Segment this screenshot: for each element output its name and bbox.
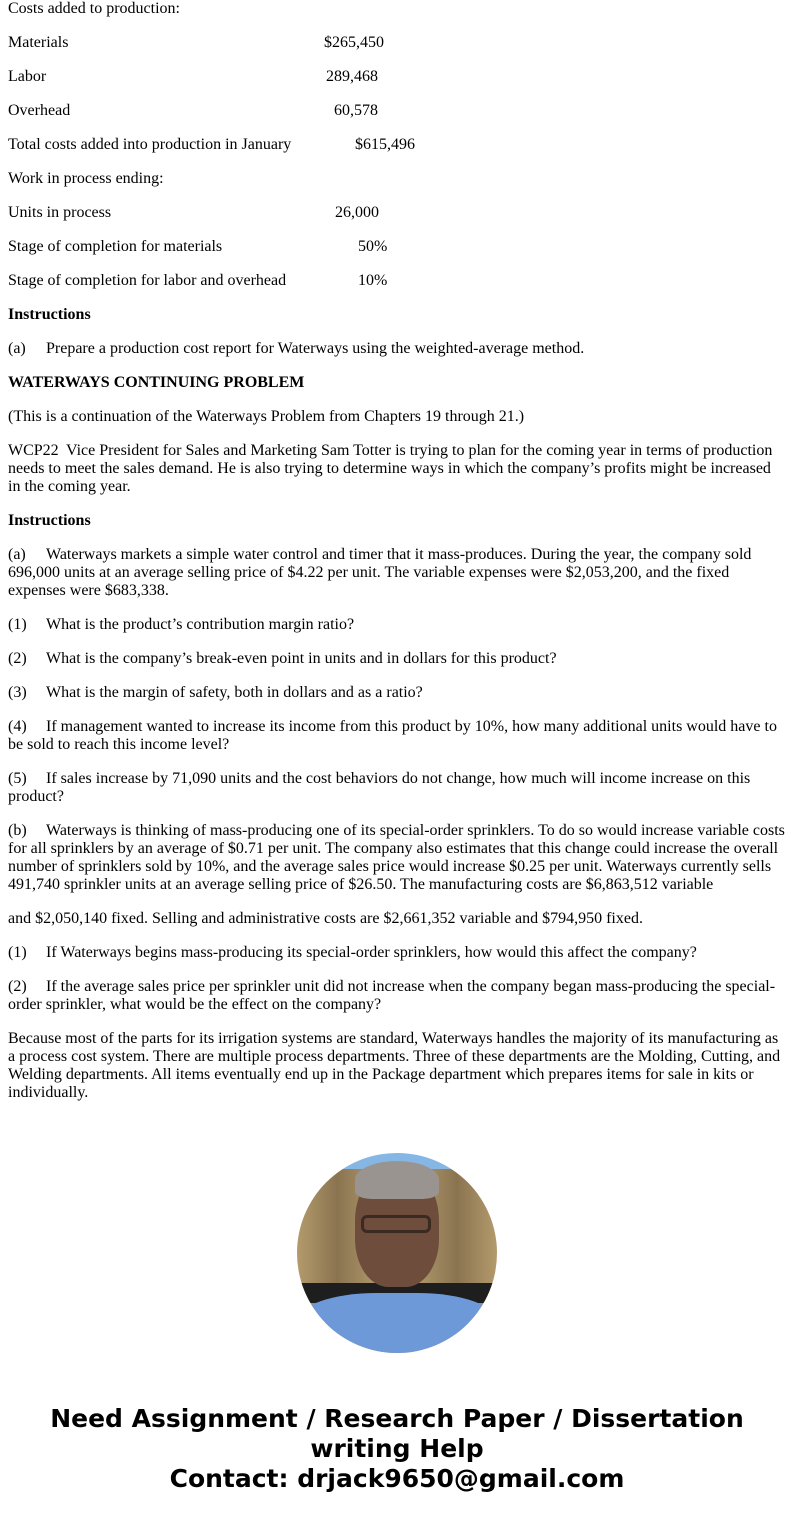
item-text: If Waterways begins mass-producing its special-order sprinklers, how would this affect the company? bbox=[46, 944, 697, 961]
photo-shirt bbox=[297, 1293, 497, 1353]
item-number: (5) bbox=[8, 770, 27, 787]
item-text: If the average sales price per sprinkler unit did not increase when the company began mass-producing the special-order sprinkler, what would be the effect on the company? bbox=[8, 978, 776, 1013]
row-label: Total costs added into production in January bbox=[8, 136, 292, 153]
part-a-cvp bbox=[8, 546, 786, 600]
row-label: Stage of completion for materials bbox=[8, 238, 223, 255]
row-value: $615,496 bbox=[355, 136, 415, 153]
item-number: (b) bbox=[8, 822, 27, 839]
question-a4 bbox=[8, 718, 786, 754]
wcp-heading bbox=[8, 374, 786, 392]
row-value: $265,450 bbox=[324, 34, 384, 51]
photo-hair bbox=[355, 1161, 439, 1199]
item-text: Waterways is thinking of mass-producing one of its special-order sprinklers. To do so would increase variable costs for all sprinklers by an average of $0.71 per unit. The company also estimates that this change could increase the overall number of sprinklers sold by 10%, and the average sales price would increase $0.25 per unit. Waterways currently sells 491,740 sprinkler units at an average selling price of $26.50. The manufacturing costs are $6,863,512 variable bbox=[8, 822, 785, 893]
cost-row-total bbox=[8, 136, 786, 154]
row-value: 10% bbox=[358, 272, 388, 289]
costs-heading: Costs added to production: bbox=[8, 0, 180, 17]
promo-line-1: Need Assignment / Research Paper / Dissertation bbox=[50, 1404, 744, 1433]
item-text: What is the margin of safety, both in dollars and as a ratio? bbox=[46, 684, 423, 701]
instructions-heading-2 bbox=[8, 512, 786, 530]
question-b1 bbox=[8, 944, 786, 962]
wip-row-labor-overhead bbox=[8, 272, 786, 290]
item-number: (2) bbox=[8, 978, 27, 995]
item-number: WCP22 bbox=[8, 442, 59, 459]
wip-row-materials bbox=[8, 238, 786, 256]
part-a-production bbox=[8, 340, 786, 358]
instructions-heading bbox=[8, 306, 786, 324]
item-text: Prepare a production cost report for Waterways using the weighted-average method. bbox=[46, 340, 585, 357]
item-number: (a) bbox=[8, 340, 26, 357]
promo-line-2: writing Help bbox=[310, 1434, 484, 1463]
item-number: (1) bbox=[8, 616, 27, 633]
heading-text: Instructions bbox=[8, 512, 91, 529]
heading-text: Instructions bbox=[8, 306, 91, 323]
promo-contact: Contact: drjack9650@gmail.com bbox=[169, 1464, 625, 1493]
item-number: (1) bbox=[8, 944, 27, 961]
cost-row-overhead bbox=[8, 102, 786, 120]
row-value: 60,578 bbox=[334, 102, 378, 119]
part-b-continued: and $2,050,140 fixed. Selling and administrative costs are $2,661,352 variable and $794,950 fixed. bbox=[8, 910, 643, 927]
question-b2 bbox=[8, 978, 786, 1014]
item-text: If sales increase by 71,090 units and the cost behaviors do not change, how much will income increase on this product? bbox=[8, 770, 751, 805]
cost-row-labor bbox=[8, 68, 786, 86]
wcp-intro bbox=[8, 442, 786, 496]
row-label: Overhead bbox=[8, 102, 71, 119]
item-text: Waterways markets a simple water control and timer that it mass-produces. During the year, the company sold 696,000 units at an average selling price of $4.22 per unit. The variable expenses were $2,053,200, and the fixed expenses were $683,338. bbox=[8, 546, 752, 599]
item-number: (a) bbox=[8, 546, 26, 563]
photo-glasses bbox=[361, 1215, 431, 1233]
item-text: What is the company’s break-even point in units and in dollars for this product? bbox=[46, 650, 557, 667]
question-a3 bbox=[8, 684, 786, 702]
wip-row-units bbox=[8, 204, 786, 222]
author-photo bbox=[297, 1153, 497, 1353]
closing-paragraph: Because most of the parts for its irrigation systems are standard, Waterways handles the majority of its manufacturing as a process cost system. There are multiple process departments. Three of these departments are the Molding, Cutting, and Welding departments. All items eventually end up in the Package department which prepares items for sale in kits or individually. bbox=[8, 1030, 781, 1101]
item-text: If management wanted to increase its income from this product by 10%, how many additional units would have to be sold to reach this income level? bbox=[8, 718, 777, 753]
promo-banner bbox=[0, 1404, 794, 1494]
row-label: Units in process bbox=[8, 204, 112, 221]
item-number: (4) bbox=[8, 718, 27, 735]
row-label: Stage of completion for labor and overhead bbox=[8, 272, 287, 289]
row-label: Labor bbox=[8, 68, 47, 85]
item-text: Vice President for Sales and Marketing Sam Totter is trying to plan for the coming year in terms of production needs to meet the sales demand. He is also trying to determine ways in which the company’s profits might be increased in the coming year. bbox=[8, 442, 773, 495]
row-value: 50% bbox=[358, 238, 388, 255]
question-a5 bbox=[8, 770, 786, 806]
question-a1 bbox=[8, 616, 786, 634]
item-text: What is the product’s contribution margin ratio? bbox=[46, 616, 355, 633]
row-label: Materials bbox=[8, 34, 69, 51]
part-b bbox=[8, 822, 786, 894]
item-number: (2) bbox=[8, 650, 27, 667]
cost-row-materials bbox=[8, 34, 786, 52]
wip-heading: Work in process ending: bbox=[8, 170, 164, 187]
row-value: 26,000 bbox=[335, 204, 379, 221]
wcp-note: (This is a continuation of the Waterways Problem from Chapters 19 through 21.) bbox=[8, 408, 525, 425]
heading-text: WATERWAYS CONTINUING PROBLEM bbox=[8, 374, 305, 391]
item-number: (3) bbox=[8, 684, 27, 701]
row-value: 289,468 bbox=[326, 68, 378, 85]
question-a2 bbox=[8, 650, 786, 668]
